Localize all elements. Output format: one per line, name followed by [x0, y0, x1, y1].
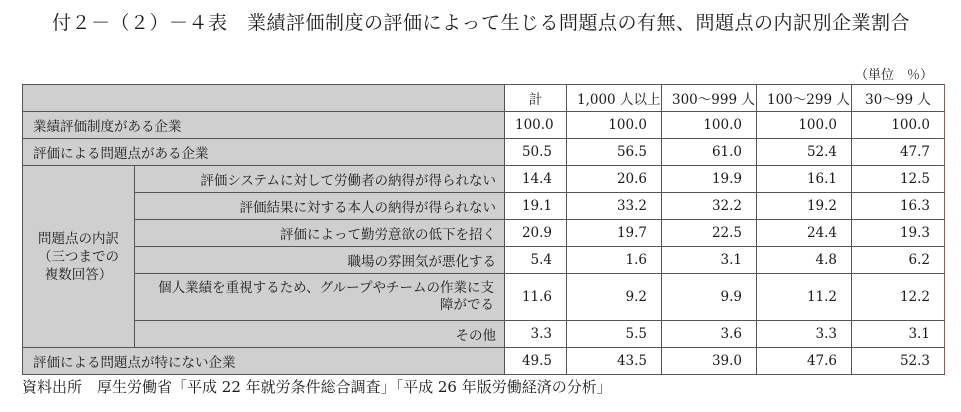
cell: 52.3: [852, 348, 945, 375]
cell: 6.2: [852, 247, 945, 274]
cell: 61.0: [662, 139, 757, 166]
cell: 19.2: [757, 193, 852, 220]
cell: 16.1: [757, 166, 852, 193]
table-row: [23, 274, 945, 321]
col-header: 100～299 人: [757, 85, 852, 112]
table-row: [23, 220, 945, 247]
col-header: 計: [505, 85, 567, 112]
row-label: 職場の雰囲気が悪化する: [135, 247, 505, 274]
row-label: 個人業績を重視するため、グループやチームの作業に支障がでる: [135, 274, 505, 321]
row-label: 評価システムに対して労働者の納得が得られない: [135, 166, 505, 193]
table-row: [23, 321, 945, 348]
cell: 100.0: [852, 112, 945, 139]
cell: 100.0: [662, 112, 757, 139]
cell: 32.2: [662, 193, 757, 220]
cell: 56.5: [567, 139, 662, 166]
cell: 3.1: [852, 321, 945, 348]
cell: 19.9: [662, 166, 757, 193]
cell: 1.6: [567, 247, 662, 274]
cell: 12.2: [852, 274, 945, 321]
cell: 9.2: [567, 274, 662, 321]
cell: 4.8: [757, 247, 852, 274]
cell: 12.5: [852, 166, 945, 193]
table-row: [23, 139, 945, 166]
data-table: [22, 84, 945, 375]
table-title: 付２－（２）－４表 業績評価制度の評価によって生じる問題点の有無、問題点の内訳別企業割合: [52, 12, 911, 34]
cell: 52.4: [757, 139, 852, 166]
row-label: 評価によって勤労意欲の低下を招く: [135, 220, 505, 247]
cell: 9.9: [662, 274, 757, 321]
cell: 49.5: [505, 348, 567, 375]
col-header: 1,000 人以上: [567, 85, 662, 112]
cell: 3.6: [662, 321, 757, 348]
table-row: [23, 166, 945, 193]
cell: 100.0: [505, 112, 567, 139]
unit-label: （単位 ％）: [854, 68, 933, 83]
cell: 43.5: [567, 348, 662, 375]
group-label-line: 複数回答）: [44, 266, 113, 283]
table-row: [23, 112, 945, 139]
cell: 50.5: [505, 139, 567, 166]
cell: 19.1: [505, 193, 567, 220]
group-label-line: 問題点の内訳: [38, 230, 119, 247]
cell: 20.9: [505, 220, 567, 247]
col-header: 30～99 人: [852, 85, 945, 112]
cell: 11.2: [757, 274, 852, 321]
table-row: [23, 348, 945, 375]
table-row: [23, 193, 945, 220]
table-row: [23, 247, 945, 274]
cell: 5.5: [567, 321, 662, 348]
cell: 100.0: [567, 112, 662, 139]
cell: 3.3: [505, 321, 567, 348]
cell: 14.4: [505, 166, 567, 193]
row-label: 評価結果に対する本人の納得が得られない: [135, 193, 505, 220]
cell: 5.4: [505, 247, 567, 274]
cell: 19.3: [852, 220, 945, 247]
row-label: 業績評価制度がある企業: [23, 112, 505, 139]
cell: 19.7: [567, 220, 662, 247]
source-note: 資料出所 厚生労働省「平成 22 年就労条件総合調査」「平成 26 年版労働経済の分析」: [22, 378, 612, 396]
header-blank: [23, 85, 505, 112]
cell: 47.7: [852, 139, 945, 166]
cell: 33.2: [567, 193, 662, 220]
breakdown-group-label: [23, 166, 135, 348]
cell: 3.3: [757, 321, 852, 348]
cell: 20.6: [567, 166, 662, 193]
header-row: [23, 85, 945, 112]
cell: 24.4: [757, 220, 852, 247]
cell: 3.1: [662, 247, 757, 274]
row-label: 評価による問題点がある企業: [23, 139, 505, 166]
cell: 100.0: [757, 112, 852, 139]
cell: 16.3: [852, 193, 945, 220]
cell: 22.5: [662, 220, 757, 247]
group-label-line: （三つまでの: [38, 248, 119, 265]
row-label: 評価による問題点が特にない企業: [23, 348, 505, 375]
cell: 39.0: [662, 348, 757, 375]
col-header: 300～999 人: [662, 85, 757, 112]
cell: 11.6: [505, 274, 567, 321]
row-label: その他: [135, 321, 505, 348]
cell: 47.6: [757, 348, 852, 375]
